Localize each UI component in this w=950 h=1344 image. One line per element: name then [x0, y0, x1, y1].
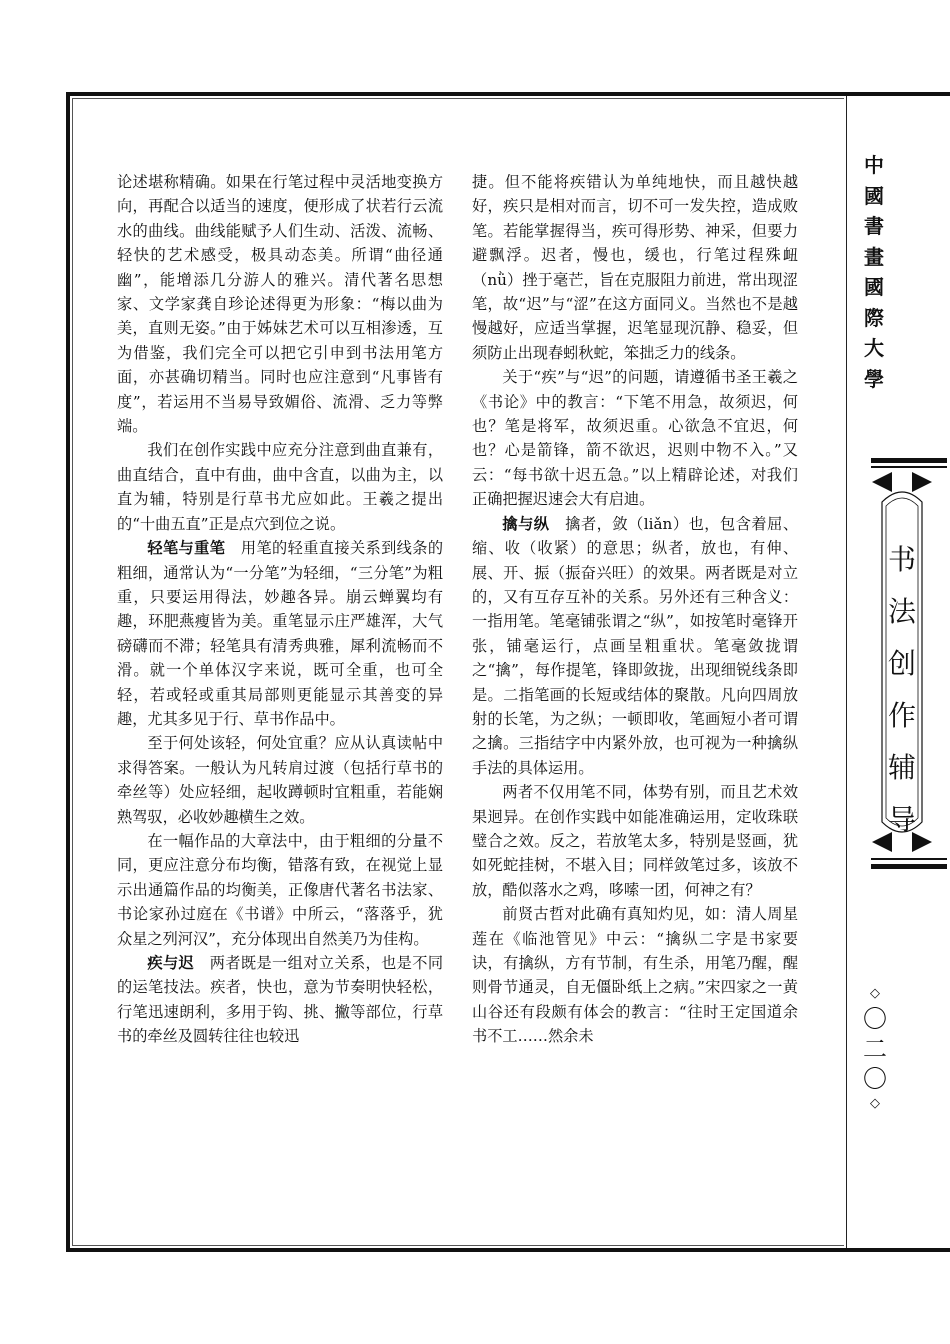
paragraph [117, 170, 443, 438]
book-title-char: 导 [887, 803, 916, 836]
paragraph [117, 829, 443, 951]
paragraph-text: 两者既是一组对立关系，也是不同的运笔技法。疾者，快也，意为节奏明快轻松，行笔迅速朗利，多用于钩、挑、撇等部位，行草书的牵丝及圆转往往也较迅 [117, 954, 444, 1046]
school-name-char: 國 [864, 275, 884, 299]
diamond-icon: ◇ [870, 986, 880, 1001]
paragraph [117, 438, 443, 536]
book-title-char: 辅 [887, 751, 916, 784]
paragraph [472, 170, 798, 365]
school-name-char: 畫 [864, 244, 884, 269]
paragraph-text: 捷。但不能将疾错认为单纯地快，而且越快越好，疾只是相对而言，切不可一发失控，造成败笔。若能掌握得当，疾可得形势、神采，但要力避飘浮。迟者，慢也，缓也，行笔过程殊衄（nǜ）挫于毫芒，旨在克服阻力前进，常出现涩笔，故“迟”与“涩”在这方面同义。当然也不是越慢越好，应适当掌握，迟笔显现沉静、稳妥，但须防止出现春蚓秋蛇，笨拙乏力的线条。 [472, 173, 798, 362]
decor-thin-bar-bottom [871, 858, 947, 860]
paragraph-text: 在一幅作品的大章法中，由于粗细的分量不同，更应注意分布均衡，错落有致，在视觉上显示出通篇作品的均衡美，正像唐代著名书法家、书论家孙过庭在《书谱》中所云，“落落乎，犹众星之列河汉”，充分体现出自然美乃为佳构。 [117, 831, 443, 948]
paragraph-text: 两者不仅用笔不同，体势有别，而且艺术效果迥异。在创作实践中如能准确运用，定收珠联璧合之效。反之，若放笔太多，特别是竖画，犹如死蛇挂树，不堪入目；同样敛笔过多，该放不放，酷似落水之鸡，哆嗦一团，何神之有？ [472, 783, 798, 899]
school-name-char: 際 [864, 305, 884, 330]
frame-inner-left-rule [72, 98, 73, 1246]
paragraph-text: 论述堪称精确。如果在行笔过程中灵活地变换方向，再配合以适当的速度，便形成了状若行云流水的曲线。曲线能赋予人们生动、活泼、流畅、轻快的艺术感受，极具动态美。所谓“曲径通幽”，能增添几分游人的雅兴。清代著名思想家、文学家龚自珍论述得更为形象：“梅以曲为美，直则无姿。”由于姊妹艺术可以互相渗透，互为借鉴，我们完全可以把它引申到书法用笔方面，亦甚确切精当。同时也应注意到“凡事皆有度”，若运用不当易导致媚俗、流滑、乏力等弊端。 [117, 173, 443, 436]
paragraph-text: 擒者，敛（liǎn）也，包含着屈、缩、收（收紧）的意思；纵者，放也，有伸、展、开、振（振奋兴旺）的效果。两者既是对立的，又有互存互补的关系。另外还有三种含义：一指用笔。笔毫铺张谓之“纵”，如按笔时毫锋开张，铺毫运行，点画呈粗重状。笔毫敛拢谓之“擒”，每作提笔，锋即敛拢，出现细锐线条即是。二指笔画的长短或结体的聚散。凡向四周放射的长笔，为之纵；一顿即收，笔画短小者可谓之擒。三指结字中内紧外放，也可视为一种擒纵手法的具体运用。 [472, 514, 799, 777]
book-title [872, 534, 932, 846]
diamond-icon: ◇ [870, 1096, 880, 1111]
page-number [862, 984, 888, 1114]
frame-top-rule [66, 92, 950, 96]
book-title-char: 法 [887, 595, 916, 628]
section-heading: 疾与迟 [147, 954, 195, 972]
book-title-box [872, 472, 932, 852]
left-text-column [117, 170, 443, 1049]
paragraph [472, 365, 798, 511]
section-heading: 擒与纵 [502, 514, 550, 533]
page-number-char: 〇 [863, 1065, 887, 1093]
school-name-char: 書 [864, 214, 884, 238]
paragraph [472, 512, 798, 780]
paragraph [117, 536, 443, 731]
sidebar-divider [846, 96, 847, 1248]
paragraph-text: 至于何处该轻，何处宜重？应从认真读帖中求得答案。一般认为凡转肩过渡（包括行草书的牵丝等）处应轻细，起收蹲顿时宜粗重，若能娴熟驾驭，必收妙趣横生之效。 [117, 734, 443, 826]
decor-thin-bar-top [871, 466, 947, 468]
book-title-char: 书 [887, 543, 916, 576]
paragraph [117, 731, 443, 829]
paragraph [117, 951, 443, 1049]
paragraph [472, 780, 798, 902]
page-number-char: 二 [863, 1035, 887, 1063]
right-text-column [472, 170, 798, 1049]
paragraph-text: 关于“疾”与“迟”的问题，请遵循书圣王羲之《书论》中的教言：“下笔不用急，故须迟，何也？笔是将军，故须迟重。心欲急不宜迟，何也？心是箭锋，箭不欲迟，迟则中物不入。”又云：“每书欲十迟五急。”以上精辟论述，对我们正确把握迟速会大有启迪。 [472, 368, 798, 509]
frame-inner-top-rule [72, 98, 844, 99]
frame-inner-bottom-rule [72, 1245, 844, 1246]
school-name-vertical [858, 150, 890, 394]
paragraph-text: 用笔的轻重直接关系到线条的粗细，通常认为“一分笔”为轻细，“三分笔”为粗重，只要运用得法，妙趣各异。崩云蝉翼均有趣，环肥燕瘦皆为美。重笔显示庄严雄浑，大气磅礴而不滞；轻笔具有清秀典雅，犀利流畅而不滑。就一个单体汉字来说，既可全重，也可全轻，若或轻或重其局部则更能显示其善变的异趣，尤其多见于行、草书作品中。 [117, 539, 444, 728]
school-name-char: 大 [864, 336, 884, 360]
frame-left-rule [66, 92, 70, 1252]
paragraph-text: 前贤古哲对此确有真知灼见，如：清人周星莲在《临池管见》中云：“擒纵二字是书家要诀，有擒纵，方有节制，有生杀，用笔乃醒，醒则骨节通灵，自无僵卧纸上之病。”宋四家之一黄山谷还有段颇有体会的教言：“往时王定国道余书不工……然余未 [472, 905, 798, 1046]
section-heading: 轻笔与重笔 [147, 539, 226, 558]
paragraph-text: 我们在创作实践中应充分注意到曲直兼有，曲直结合，直中有曲，曲中含直，以曲为主，以直为辅，特别是行草书尤应如此。王羲之提出的“十曲五直”正是点穴到位之说。 [117, 441, 443, 533]
school-name-char: 國 [864, 183, 884, 208]
paragraph [472, 902, 798, 1048]
page-number-char: 〇 [863, 1005, 887, 1033]
school-name-char: 學 [864, 366, 884, 391]
decor-bar-bottom [871, 864, 947, 869]
book-title-char: 作 [887, 699, 916, 732]
frame-bottom-rule [66, 1248, 950, 1252]
book-title-char: 创 [887, 647, 916, 680]
school-name-char: 中 [864, 153, 884, 177]
decor-bar-top [871, 458, 947, 463]
